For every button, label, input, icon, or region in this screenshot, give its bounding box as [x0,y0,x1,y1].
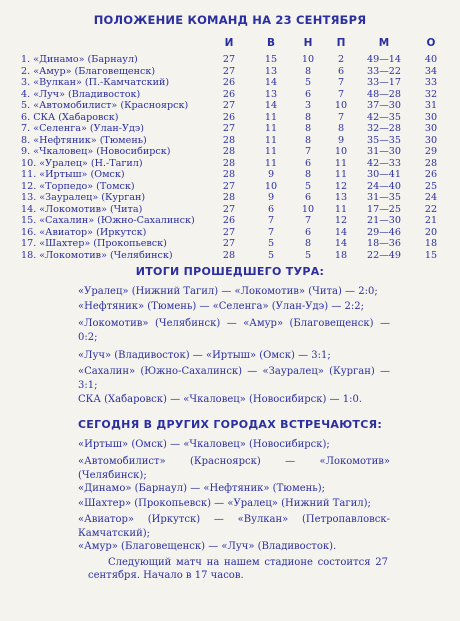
losses-cell: 12 [334,180,348,192]
table-row [0,192,460,204]
team-name: 6. СКА (Хабаровск) [21,111,119,123]
wins-cell: 9 [267,169,275,180]
draws-cell: 6 [304,192,312,203]
table-row [0,100,460,112]
draws-cell: 8 [304,65,312,77]
points-cell: 32 [424,88,438,100]
result-item: «Луч» (Владивосток) — «Иртыш» (Омск) — 3:1; [78,350,331,361]
points-cell: 28 [424,157,438,169]
games-cell: 28 [222,146,236,157]
wins-cell: 15 [264,54,278,65]
team-name: 7. «Селенга» (Улан-Удэ) [21,123,145,134]
wins-cell: 13 [264,65,278,77]
goals-cell: 31—30 [366,146,401,157]
team-name: 9. «Чкаловец» (Новосибирск) [21,146,171,157]
table-row [0,215,460,227]
losses-cell: 13 [334,192,348,203]
team-name: 13. «Зауралец» (Курган) [21,192,146,203]
draws-cell: 8 [304,134,312,146]
losses-cell: 14 [334,226,348,238]
team-name: 17. «Шахтер» (Прокопьевск) [21,238,167,249]
goals-cell: 48—28 [366,88,401,100]
losses-cell: 8 [337,123,345,134]
draws-cell: 10 [301,54,315,65]
games-cell: 28 [222,169,236,180]
games-cell: 28 [222,192,236,203]
games-cell: 26 [222,88,236,100]
losses-cell: 11 [334,203,348,215]
team-name: 1. «Динамо» (Барнаул) [21,54,138,65]
losses-cell: 7 [337,88,345,100]
points-cell: 15 [424,249,438,261]
draws-cell: 8 [304,238,312,249]
goals-cell: 33—17 [366,77,401,88]
goals-cell: 32—28 [366,123,401,134]
table-row [0,123,460,135]
wins-cell: 9 [267,192,275,203]
team-name: 16. «Авиатор» (Иркутск) [21,226,147,238]
table-row [0,169,460,181]
goals-cell: 42—33 [366,157,401,169]
games-cell: 28 [222,249,236,261]
standings-header [0,37,460,51]
fixture-item: «Амур» (Благовещенск) — «Луч» (Владивосток). [78,541,337,552]
wins-cell: 13 [264,88,278,100]
table-row [0,112,460,124]
draws-cell: 6 [304,226,312,238]
team-name: 14. «Локомотив» (Чита) [21,203,143,215]
header-losses: П [336,37,346,49]
wins-cell: 14 [264,100,278,111]
fixture-item: «Автомобилист» (Красноярск) — «Локомотив» (Челябинск); [78,456,390,481]
points-cell: 18 [424,238,438,249]
goals-cell: 29—46 [366,226,401,238]
games-cell: 27 [222,180,236,192]
losses-cell: 12 [334,215,348,226]
team-name: 3. «Вулкан» (П.-Камчатский) [21,77,170,88]
table-row [0,146,460,158]
header-goals: М [378,37,390,49]
table-row [0,66,460,78]
games-cell: 26 [222,111,236,123]
table-row [0,158,460,170]
points-cell: 29 [424,146,438,157]
losses-cell: 6 [337,65,345,77]
points-cell: 24 [424,192,438,203]
wins-cell: 7 [267,215,275,226]
result-item: СКА (Хабаровск) — «Чкаловец» (Новосибирск) — 1:0. [78,394,363,405]
fixture-item: «Динамо» (Барнаул) — «Нефтяник» (Тюмень); [78,483,326,494]
draws-cell: 8 [304,169,312,180]
wins-cell: 11 [264,157,278,169]
team-name: 5. «Автомобилист» (Красноярск) [21,100,189,111]
points-cell: 40 [424,54,438,65]
losses-cell: 11 [334,157,348,169]
wins-cell: 11 [264,123,278,134]
goals-cell: 22—49 [366,249,401,261]
draws-cell: 5 [304,77,312,88]
table-row [0,250,460,262]
points-cell: 30 [424,123,438,134]
draws-cell: 7 [304,146,312,157]
fixture-item: «Авиатор» (Иркутск) — «Вулкан» (Петропавловск-Камчатский); [78,514,390,539]
result-item: «Уралец» (Нижний Тагил) — «Локомотив» (Чита) — 2:0; [78,286,378,297]
result-item: «Локомотив» (Челябинск) — «Амур» (Благовещенск) — 0:2; [78,318,390,343]
games-cell: 28 [222,134,236,146]
table-row [0,227,460,239]
wins-cell: 5 [267,249,275,261]
team-name: 8. «Нефтяник» (Тюмень) [21,134,147,146]
games-cell: 27 [222,238,236,249]
team-name: 2. «Амур» (Благовещенск) [21,65,156,77]
result-item: «Нефтяник» (Тюмень) — «Селенга» (Улан-Удэ) — 2:2; [78,301,364,312]
table-row [0,54,460,66]
goals-cell: 30—41 [366,169,401,180]
header-points: О [426,37,436,49]
today-title: СЕГОДНЯ В ДРУГИХ ГОРОДАХ ВСТРЕЧАЮТСЯ: [77,418,383,431]
points-cell: 25 [424,180,438,192]
draws-cell: 5 [304,249,312,261]
team-name: 4. «Луч» (Владивосток) [21,88,141,100]
wins-cell: 11 [264,146,278,157]
points-cell: 30 [424,134,438,146]
header-games: И [224,37,234,49]
team-name: 11. «Иртыш» (Омск) [21,169,125,180]
losses-cell: 11 [334,169,348,180]
losses-cell: 9 [337,134,345,146]
wins-cell: 11 [264,111,278,123]
header-draws: Н [303,37,313,49]
games-cell: 27 [222,226,236,238]
goals-cell: 42—35 [366,111,401,123]
table-row [0,77,460,89]
standings-title: ПОЛОЖЕНИЕ КОМАНД НА 23 СЕНТЯБРЯ [93,13,367,27]
draws-cell: 6 [304,88,312,100]
draws-cell: 7 [304,215,312,226]
points-cell: 22 [424,203,438,215]
wins-cell: 10 [264,180,278,192]
games-cell: 27 [222,100,236,111]
next-match-notice: Следующий матч на нашем стадионе состоится 27 сентября. Начало в 17 часов. [88,557,388,581]
games-cell: 27 [222,123,236,134]
games-cell: 27 [222,203,236,215]
team-name: 12. «Торпедо» (Томск) [21,180,135,192]
games-cell: 26 [222,77,236,88]
losses-cell: 7 [337,77,345,88]
fixture-item: «Иртыш» (Омск) — «Чкаловец» (Новосибирск); [78,439,330,450]
draws-cell: 3 [304,100,312,111]
points-cell: 30 [424,111,438,123]
losses-cell: 10 [334,146,348,157]
goals-cell: 49—14 [366,54,401,65]
losses-cell: 18 [334,249,348,261]
games-cell: 27 [222,65,236,77]
points-cell: 26 [424,169,438,180]
wins-cell: 5 [267,238,275,249]
wins-cell: 6 [267,203,275,215]
goals-cell: 24—40 [366,180,401,192]
losses-cell: 14 [334,238,348,249]
losses-cell: 7 [337,111,345,123]
goals-cell: 21—30 [366,215,401,226]
goals-cell: 37—30 [366,100,401,111]
table-row [0,135,460,147]
goals-cell: 33—22 [366,65,401,77]
goals-cell: 31—35 [366,192,401,203]
points-cell: 33 [424,77,438,88]
result-item: «Сахалин» (Южно-Сахалинск) — «Зауралец» (Курган) — 3:1; [78,366,390,391]
games-cell: 27 [222,54,236,65]
draws-cell: 8 [304,111,312,123]
table-row [0,181,460,193]
team-name: 18. «Локомотив» (Челябинск) [21,249,173,261]
draws-cell: 8 [304,123,312,134]
points-cell: 20 [424,226,438,238]
points-cell: 21 [424,215,438,226]
wins-cell: 11 [264,134,278,146]
team-name: 10. «Уралец» (Н.-Тагил) [21,157,143,169]
games-cell: 26 [222,215,236,226]
goals-cell: 17—25 [366,203,401,215]
table-row [0,238,460,250]
losses-cell: 2 [337,54,345,65]
results-title: ИТОГИ ПРОШЕДШЕГО ТУРА: [135,265,325,278]
draws-cell: 5 [304,180,312,192]
draws-cell: 6 [304,157,312,169]
table-row [0,89,460,101]
draws-cell: 10 [301,203,315,215]
header-wins: В [266,37,275,49]
wins-cell: 14 [264,77,278,88]
points-cell: 34 [424,65,438,77]
goals-cell: 18—36 [366,238,401,249]
games-cell: 28 [222,157,236,169]
team-name: 15. «Сахалин» (Южно-Сахалинск) [21,215,195,226]
fixture-item: «Шахтер» (Прокопьевск) — «Уралец» (Нижний Тагил); [78,498,371,509]
standings-table [0,54,460,261]
table-row [0,204,460,216]
wins-cell: 7 [267,226,275,238]
losses-cell: 10 [334,100,348,111]
points-cell: 31 [424,100,438,111]
goals-cell: 35—35 [366,134,401,146]
